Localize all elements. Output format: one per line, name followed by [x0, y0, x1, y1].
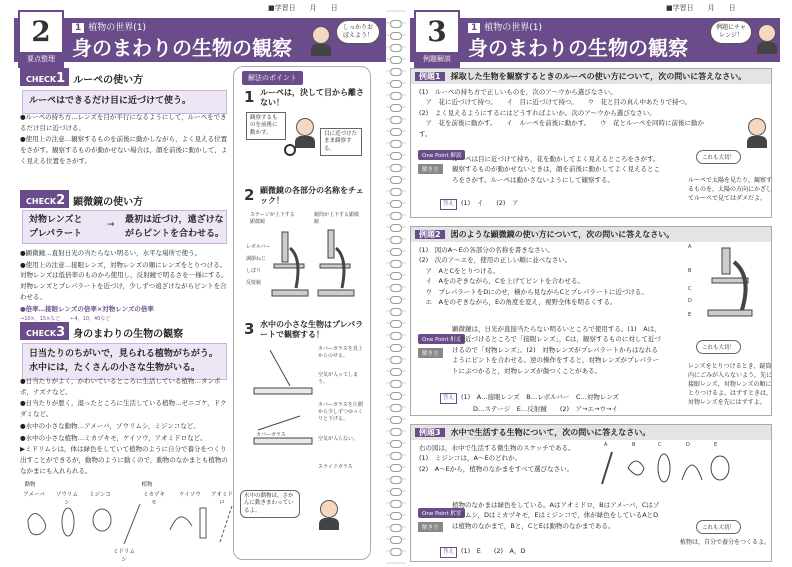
binding-ring	[390, 476, 402, 484]
check3-highlight: 日当たりのちがいで，見られる植物がちがう。水中には，たくさんの小さな生物がいる。	[22, 343, 227, 380]
example2-kaiho-tag: 解き方	[418, 340, 443, 359]
check2-text: ●顕微鏡…直射日光の当たらない明るい，水平な場所で使う。 ●使用上の注意…接眼レンズ，対物レンズの順にレンズをとりつける。対物レンズは低倍率のものから使用し，反射鏡で明るさを一様にする。対物レンズとプレパラートを近づけ，少しずつ遠ざけながらピントを合わせる。 ●倍率…接眼レンズの倍率×対物レンズの倍率 →10×，15×など ←4，10，40など	[20, 249, 228, 323]
point3-number: 3	[244, 320, 255, 338]
example3-side-note: 植物は，自分で養分をつくるよ。	[680, 539, 771, 546]
point3-title: 水中の小さな生物はプレパラートで観察する！	[260, 320, 364, 340]
binding-ring	[390, 356, 402, 364]
binding-ring	[390, 392, 402, 400]
example1-onepoint: One Point 解説	[418, 142, 465, 161]
student-with-loupe	[746, 118, 768, 148]
organism-sketches	[20, 500, 235, 548]
loupe-user-illustration	[294, 118, 316, 148]
point2-label-c: レボルバー	[246, 244, 271, 250]
point3-label-b: 空気が入ってしまう。	[318, 372, 359, 385]
example3-important: これも大切！	[696, 520, 741, 534]
example3-kaiho-tag: 解き方	[418, 514, 443, 533]
check1-highlight: ルーペはできるだけ目に近づけて使う。	[22, 90, 227, 114]
prepared-slide-diagram	[250, 346, 316, 466]
binding-ring	[390, 320, 402, 328]
binding-ring	[390, 488, 402, 496]
binding-ring	[390, 368, 402, 376]
binding-ring	[390, 224, 402, 232]
check2-highlight: 対物レンズとプレパラート → 最初は近づけ，遠ざけながらピントを合わせる。	[22, 210, 227, 244]
page-title: 身のまわりの生物の観察	[468, 36, 688, 60]
binding-ring	[390, 332, 402, 340]
example1-kaiho-tag: 解き方	[418, 156, 443, 175]
example1-side-note: ルーペで太陽を見たり，観察するものを，太陽の方向にかざしてルーペで見てはダメだよ。	[688, 177, 773, 202]
check2-heading: CHECK2 顕微鏡の使い方	[20, 190, 240, 208]
loupe-icon	[284, 144, 296, 156]
right-page: ■学習日 月 日 3 例題解説 1 植物の世界(1) 身のまわりの生物の観察 例題にチャレンジ！ 例題1 採取した生物を観察するときのルーペの使い方について，次の問いに答えなさい。 (1) ルーペの持ち方で正しいものを，次のア〜ウから選びなさい。 ア 花に近づけて持つ。 イ 目に近づけて持つ。 ウ 花と目の真ん中あたりで持つ。 (2) よく見えるようにするにはどうすればよいか。次のア〜ウから選びなさい。 ア 花を前後に動かす。 イ ルーペを前後に動かす。 ウ 花とルーペを同時に前後に動かす。 One Point 解説 解き方 ルーペは目に近づけて持ち，花を動かしてよく見えるところをさがす。観察するものが動かせないときは，顔を前後に動かしてよく見えるところをさがす。ルーペは動かさないようにして観察する。 答え (1) イ (2) ア これも大切！ ルーペで太陽を見たり，観察するものを，太陽の方向にかざしてルーペで見てはダメだよ。 例題2 図のような顕微鏡の使い方について，次の問いに答えなさい。 (1) 図のA〜Eの各部分の名称を書きなさい。 (2) 次のア〜エを，使用の正しい順に並べなさい。 ア AとCをとりつける。 イ Aをのぞきながら，Cを上げてピントを合わせる。 ウ プレパラートをDにのせ，横から見ながらCとプレパラートに近づける。 エ Aをのぞきながら，Eの角度を変え，視野全体を明るくする。 A B C D E One Point 解説 解き方 顕微鏡は，日光が直接当たらない明るいところで使用する。(1) Aは，目を近づけるところで「接眼レンズ」，Cは，観察するものに対して近づけるので「対物レンズ」。(2) 対物レンズがプレパラートからはなれるようにピントを合わせる。逆の操作をすると，対物レンズがプレパラートにぶつかると，対物レンズが傷つくことがある。 答え (1) A…接眼レンズ B…レボルバー C…対物レンズ D…ステージ E…反射鏡 (2) ア→エ→ウ→イ これも大切！ レンズをとりつけるとき，鏡筒内にごみが入らないよう，先に接眼レンズ，対物レンズの順にとりつけるよ。はずすときは，対物レンズを先にはずすよ。 例題3 水中で生活する生物について，次の問いに答えなさい。 右の図は，水中で生活する微生物のスケッチである。 (1) ミジンコは，A〜Eのどれか。 (2) A〜Eから，植物のなかまをすべて選びなさい。 A B C D E One Point 解説 解き方 植物のなかまは緑色をしている。Aはアオミドロ，Bはアメーバ，Cはゾウリムシ，Dはミカヅキモ，Eはミジンコで，体が緑色をしているAとDは植物のなかまで，Bと，CとEは動物のなかまである。 答え (1) E (2) A，D これも大切！ 植物は，自分で養分をつくるよ。	[396, 0, 792, 567]
point2-label-f: 反射鏡	[246, 280, 262, 286]
example2-box: 例題2 図のような顕微鏡の使い方について，次の問いに答えなさい。 (1) 図のA〜Eの各部分の名称を書きなさい。 (2) 次のア〜エを，使用の正しい順に並べなさい。 ア AとCをとりつける。 イ Aをのぞきながら，Cを上げてピントを合わせる。 ウ プレパラートをDにのせ，横から見ながらCとプレパラートに近づける。 エ Aをのぞきながら，Eの角度を変え，視野全体を明るくする。	[410, 226, 772, 416]
points-header: 解法のポイント	[242, 71, 303, 85]
binding-ring	[390, 188, 402, 196]
section-number: 2	[31, 15, 51, 48]
unit-label: 1 植物の世界(1)	[468, 20, 542, 33]
point1-note1: 観察するものを前後に動かす。	[246, 112, 286, 140]
example3-answer: 答え (1) E (2) A，D	[440, 546, 526, 558]
student-illustration	[310, 26, 332, 56]
example2-onepoint: One Point 解説	[418, 326, 465, 345]
binding-ring	[390, 128, 402, 136]
binding-ring	[390, 116, 402, 124]
binding-ring	[390, 260, 402, 268]
point3-label-a: カバーガラスを真上からのせる。	[318, 346, 363, 359]
microscope-figure	[692, 244, 768, 318]
point3-label-f: スライドガラス	[318, 464, 353, 470]
binding-ring	[390, 56, 402, 64]
explaining-student-illustration	[318, 500, 340, 530]
example2-important: これも大切！	[696, 340, 741, 354]
binding-ring	[390, 524, 402, 532]
example2-side-note: レンズをとりつけるとき，鏡筒内にごみが入らないよう，先に接眼レンズ，対物レンズの順にとりつけるよ。はずすときは，対物レンズを先にはずすよ。	[688, 363, 773, 406]
binding-ring	[390, 152, 402, 160]
binding-ring	[390, 500, 402, 508]
section-number-box	[414, 10, 460, 68]
microorganism-sketches	[596, 450, 736, 488]
point2-number: 2	[244, 186, 255, 204]
binding-ring	[390, 68, 402, 76]
point1-number: 1	[244, 88, 255, 106]
point1-note2: 目に近づけたまま観察する。	[320, 128, 362, 156]
section-number-box	[18, 10, 64, 68]
unit-label: 1 植物の世界(1)	[72, 20, 146, 33]
binding-ring	[390, 176, 402, 184]
point1-title: ルーペは，決して目から離さない！	[260, 88, 364, 108]
binding-ring	[390, 20, 402, 28]
section-tag: 例題解説	[416, 52, 458, 66]
binding-ring	[390, 248, 402, 256]
study-date: ■学習日 月 日	[268, 4, 338, 12]
speech-bubble: 例題にチャレンジ！	[710, 20, 752, 44]
binding-ring	[390, 464, 402, 472]
check3-text: ●日当たりがよく，かわいているところに生活している植物…タンポポ，ナズナなど。 ●日当たりが悪く，湿ったところに生活している植物…ゼニゴケ，ドクダミなど。 ●水中の小さな動物…アメーバ，ゾウリムシ，ミジンコなど。 ●水中の小さな植物…ミカヅキモ，ケイソウ，アオミドロなど。 ▶ミドリムシは，体は緑色をしていて植物のように自分で養分をつくり出すことができるが，動物のように動くので，動物のなかまとも植物のなかまにも入れられる。	[20, 377, 228, 475]
left-page: ■学習日 月 日 2 要点整理 1 植物の世界(1) 身のまわりの生物の観察 しっかりおぼえよう！ CHECK1 ルーペの使い方 ルーペはできるだけ目に近づけて使う。 ●ルーペの持ち方…レンズを目が平行になるようにして，ルーペをできるだけ目に近づける。 ●使用上の注意…観察するものを前後に動かしながら，よく見える位置をさがす。観察するものが動かせない場合は，顔を前後に動かして，よく見える位置をさがす。 CHECK2 顕微鏡の使い方 対物レンズとプレパラート → 最初は近づけ，遠ざけながらピントを合わせる。 ●顕微鏡…直射日光の当たらない明るい，水平な場所で使う。 ●使用上の注意…接眼レンズ，対物レンズの順にレンズをとりつける。対物レンズは低倍率のものから使用し，反射鏡で明るさを一様にする。対物レンズとプレパラートを近づけ，少しずつ遠ざけながらピントを合わせる。 ●倍率…接眼レンズの倍率×対物レンズの倍率 →10×，15×など ←4，10，40など CHECK3 身のまわりの生物の観察 日当たりのちがいで，見られる植物がちがう。水中には，たくさんの小さな生物がいる。 ●日当たりがよく，かわいているところに生活している植物…タンポポ，ナズナなど。 ●日当たりが悪く，湿ったところに生活している植物…ゼニゴケ，ドクダミなど。 ●水中の小さな動物…アメーバ，ゾウリムシ，ミジンコなど。 ●水中の小さな植物…ミカヅキモ，ケイソウ，アオミドロなど。 ▶ミドリムシは，体は緑色をしていて植物のように自分で養分をつくり出すことができるが，動物のように動くので，動物のなかまとも植物のなかまにも入れられる。 動物 アメーバ ゾウリムシ ミジンコ 植物 ミカヅキモ ケイソウ アオミドロ ミドリムシ 解法のポイント 1 ルーペは，決して目から離さない！ 観察するものを前後に動かす。 目に近づけたまま観察する。 2 顕微鏡の各部分の名称をチェック！ ステージが上下する顕微鏡 鏡筒が上下する顕微鏡 レボルバー 調節ねじ しぼり 反射鏡 3 水中の小さな生物はプレパラートで観察する！ カバーガラスを真上からのせる。 空気が入ってしまう。 カバーガラスを片側から少しずつゆっくりと下げる。 空気が入らない。 カバーガラス スライドガラス 水中の動物は，さかんに動きまわっているよ。	[0, 0, 396, 567]
binding-ring	[390, 80, 402, 88]
study-date: ■学習日 月 日	[666, 4, 736, 12]
section-tag: 要点整理	[20, 52, 62, 66]
binding-ring	[390, 416, 402, 424]
point2-title: 顕微鏡の各部分の名称をチェック！	[260, 186, 364, 206]
binding-ring	[390, 212, 402, 220]
binding-ring	[390, 428, 402, 436]
example1-important: これも大切！	[696, 150, 741, 164]
example3-onepoint: One Point 解説	[418, 500, 465, 519]
speech-bubble: しっかりおぼえよう！	[336, 20, 380, 44]
example1-explanation: ルーペは目に近づけて持ち，花を動かしてよく見えるところをさがす。観察するものが動かせないときは，顔を前後に動かしてよく見えるところをさがす。ルーペは動かさないようにして観察する。	[452, 155, 660, 184]
part-c: C	[688, 286, 692, 292]
point3-label-d: 空気が入らない。	[318, 436, 359, 442]
part-a: A	[688, 244, 692, 250]
microscope-diagram	[270, 228, 360, 298]
binding-ring	[390, 32, 402, 40]
example1-box: 例題1 採取した生物を観察するときのルーペの使い方について，次の問いに答えなさい。 (1) ルーペの持ち方で正しいものを，次のア〜ウから選びなさい。 ア 花に近づけて持つ。 イ 目に近づけて持つ。 ウ 花と目の真ん中あたりで持つ。 (2) よく見えるようにするにはどうすればよいか。次のア〜ウから選びなさい。 ア 花を前後に動かす。 イ ルーペを前後に動かす。 ウ 花とルーペを同時に前後に動かす。	[410, 68, 772, 218]
point3-label-e: カバーガラス	[256, 432, 286, 438]
example3-explanation: 植物のなかまは緑色をしている。Aはアオミドロ，Bはアメーバ，Cはゾウリムシ，Dはミカヅキモ，Eはミジンコで，体が緑色をしているAとDは植物のなかまで，Bと，CとEは動物のなかまである。	[452, 501, 660, 530]
point2-label-d: 調節ねじ	[246, 256, 267, 262]
binding-ring	[390, 536, 402, 544]
binding-ring	[390, 404, 402, 412]
example2-explanation: 顕微鏡は，日光が直接当たらない明るいところで使用する。(1) Aは，目を近づけるところで「接眼レンズ」，Cは，観察するものに対して近づけるので「対物レンズ」。(2) 対物レンズがプレパラートからはなれるようにピントを合わせる。逆の操作をすると，対物レンズがプレパラートにぶつかると，対物レンズが傷つくことがある。	[452, 325, 661, 375]
check1-heading: CHECK1 ルーペの使い方	[20, 68, 240, 86]
example1-answer: 答え (1) イ (2) ア	[440, 198, 518, 210]
binding-ring	[390, 104, 402, 112]
binding-ring	[390, 296, 402, 304]
binding-ring	[390, 272, 402, 280]
check3-heading: CHECK3 身のまわりの生物の観察	[20, 322, 240, 340]
binding-ring	[390, 44, 402, 52]
check1-text: ●ルーペの持ち方…レンズを目が平行になるようにして，ルーペをできるだけ目に近づける。 ●使用上の注意…観察するものを前後に動かしながら，よく見える位置をさがす。観察するものが動かせない場合は，顔を前後に動かして，よく見える位置をさがす。	[20, 113, 228, 165]
teacher-illustration	[756, 24, 778, 54]
part-e: E	[688, 312, 692, 318]
point3-label-c: カバーガラスを片側から少しずつゆっくりと下げる。	[318, 402, 363, 422]
part-d: D	[688, 298, 692, 304]
point2-label-a: ステージが上下する顕微鏡	[250, 212, 295, 225]
binding-ring	[390, 308, 402, 316]
point3-speech: 水中の動物は，さかんに動きまわっているよ。	[240, 490, 300, 518]
binding-ring	[390, 452, 402, 460]
example2-answer: 答え (1) A…接眼レンズ B…レボルバー C…対物レンズ D…ステージ E…反射鏡 (2) ア→エ→ウ→イ	[440, 392, 619, 414]
binding-ring	[390, 284, 402, 292]
binding-ring	[390, 548, 402, 556]
binding-ring	[390, 200, 402, 208]
binding-ring	[390, 440, 402, 448]
section-number: 3	[427, 15, 447, 48]
binding-ring	[390, 512, 402, 520]
binding-ring	[390, 164, 402, 172]
point2-label-b: 鏡筒が上下する顕微鏡	[314, 212, 360, 225]
binding-ring	[390, 344, 402, 352]
binding-ring	[390, 236, 402, 244]
example3-box: 例題3 水中で生活する生物について，次の問いに答えなさい。 右の図は，水中で生活する微生物のスケッチである。 (1) ミジンコは，A〜Eのどれか。 (2) A〜Eから，植物のなかまをすべて選びなさい。	[410, 424, 772, 562]
binding-ring	[390, 380, 402, 388]
binding-ring	[390, 140, 402, 148]
part-b: B	[688, 268, 692, 274]
page-title: 身のまわりの生物の観察	[72, 36, 292, 60]
point2-label-e: しぼり	[246, 268, 262, 274]
binding-ring	[390, 92, 402, 100]
